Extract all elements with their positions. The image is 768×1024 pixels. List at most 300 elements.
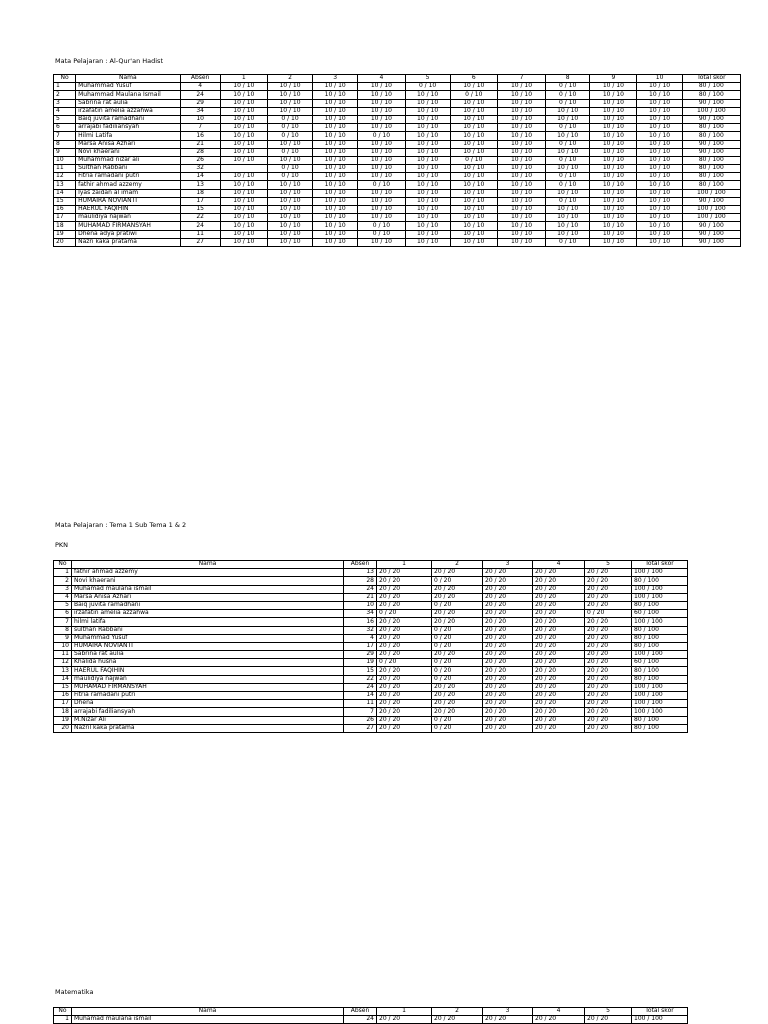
- row-number: 6: [54, 124, 76, 132]
- score-cell: 100 / 100: [682, 189, 740, 197]
- score-cell: 20 / 20: [533, 577, 585, 585]
- score-cell: 100 / 100: [632, 651, 688, 659]
- score-cell: 10 / 10: [546, 107, 590, 115]
- row-number: 9: [54, 148, 76, 156]
- score-cell: 10 / 10: [450, 107, 497, 115]
- score-cell: 10 / 10: [405, 156, 450, 164]
- score-cell: 10 / 10: [220, 124, 267, 132]
- section3-caption: Matematika: [55, 988, 94, 996]
- score-cell: 10 / 10: [497, 181, 545, 189]
- score-cell: 80 / 100: [632, 577, 688, 585]
- absen-number: 11: [344, 700, 377, 708]
- student-name: HAERUL FAQIHIN: [76, 206, 180, 214]
- score-cell: 10 / 10: [590, 222, 637, 230]
- score-cell: 20 / 20: [585, 683, 632, 691]
- score-cell: 10 / 10: [546, 214, 590, 222]
- row-number: 3: [54, 585, 72, 593]
- score-cell: 10 / 10: [358, 189, 405, 197]
- score-cell: 10 / 10: [220, 107, 267, 115]
- score-cell: 100 / 100: [682, 214, 740, 222]
- score-cell: 10 / 10: [405, 124, 450, 132]
- score-cell: 10 / 10: [450, 83, 497, 91]
- score-cell: 10 / 10: [637, 165, 682, 173]
- score-cell: 100 / 100: [632, 683, 688, 691]
- score-cell: 0 / 10: [546, 156, 590, 164]
- table-row: [54, 181, 741, 189]
- score-cell: 10 / 10: [267, 181, 312, 189]
- row-number: 18: [54, 222, 76, 230]
- score-cell: 0 / 10: [450, 91, 497, 99]
- section2-subcaption: PKN: [55, 541, 69, 549]
- row-number: 1: [54, 83, 76, 91]
- score-cell: 10 / 10: [590, 173, 637, 181]
- table-row: [54, 700, 688, 708]
- score-cell: 10 / 10: [450, 115, 497, 123]
- score-cell: 20 / 20: [585, 659, 632, 667]
- score-cell: 10 / 10: [450, 214, 497, 222]
- score-cell: 10 / 10: [497, 238, 545, 246]
- column-header: No: [54, 1008, 72, 1016]
- score-cell: 20 / 20: [585, 724, 632, 732]
- absen-number: 14: [344, 692, 377, 700]
- score-cell: 20 / 20: [483, 700, 533, 708]
- score-cell: 20 / 20: [533, 716, 585, 724]
- absen-number: 4: [180, 83, 220, 91]
- absen-number: 16: [344, 618, 377, 626]
- score-cell: 20 / 20: [483, 675, 533, 683]
- score-cell: 10 / 10: [313, 107, 358, 115]
- score-cell: 0 / 10: [546, 181, 590, 189]
- row-number: 16: [54, 206, 76, 214]
- score-cell: 20 / 20: [377, 601, 432, 609]
- student-name: MUHAMAD FIRMANSYAH: [76, 222, 180, 230]
- student-name: fathir ahmad azzemy: [72, 569, 344, 577]
- score-cell: 10 / 10: [497, 99, 545, 107]
- score-cell: 10 / 10: [590, 91, 637, 99]
- row-number: 20: [54, 238, 76, 246]
- score-cell: 10 / 10: [358, 214, 405, 222]
- score-cell: 10 / 10: [220, 83, 267, 91]
- score-cell: 0 / 20: [432, 626, 483, 634]
- score-cell: 10 / 10: [267, 222, 312, 230]
- row-number: 6: [54, 610, 72, 618]
- score-cell: 20 / 20: [585, 1016, 632, 1024]
- score-cell: 80 / 100: [682, 132, 740, 140]
- score-cell: 20 / 20: [585, 700, 632, 708]
- score-cell: 80 / 100: [632, 642, 688, 650]
- score-cell: 20 / 20: [533, 618, 585, 626]
- absen-number: 34: [180, 107, 220, 115]
- score-cell: 0 / 20: [432, 659, 483, 667]
- score-cell: 10 / 10: [497, 132, 545, 140]
- score-cell: 0 / 20: [432, 577, 483, 585]
- score-cell: 10 / 10: [590, 83, 637, 91]
- score-cell: 10 / 10: [497, 115, 545, 123]
- column-header: 1: [377, 1008, 432, 1016]
- score-cell: 20 / 20: [585, 708, 632, 716]
- absen-number: 22: [180, 214, 220, 222]
- score-cell: 20 / 20: [585, 577, 632, 585]
- table-row: [54, 189, 741, 197]
- student-name: HUMAIRA NOVIANTI: [76, 197, 180, 205]
- score-cell: 20 / 20: [483, 708, 533, 716]
- table-row: [54, 222, 741, 230]
- student-name: Hilmi Latifa: [76, 132, 180, 140]
- score-cell: 80 / 100: [632, 667, 688, 675]
- score-cell: 20 / 20: [585, 618, 632, 626]
- score-cell: 10 / 10: [313, 91, 358, 99]
- absen-number: 26: [344, 716, 377, 724]
- score-cell: 20 / 20: [483, 593, 533, 601]
- table-row: [54, 593, 688, 601]
- score-cell: 10 / 10: [546, 206, 590, 214]
- score-cell: 10 / 10: [450, 140, 497, 148]
- student-name: Sabrina rat aulia: [76, 99, 180, 107]
- score-cell: 10 / 10: [358, 206, 405, 214]
- absen-number: 24: [180, 222, 220, 230]
- score-cell: 20 / 20: [432, 700, 483, 708]
- score-cell: 10 / 10: [358, 107, 405, 115]
- score-cell: 90 / 100: [682, 99, 740, 107]
- column-header: Absen: [180, 75, 220, 83]
- student-name: Dhena: [72, 700, 344, 708]
- score-cell: 10 / 10: [546, 115, 590, 123]
- table-row: [54, 626, 688, 634]
- score-cell: 10 / 10: [637, 181, 682, 189]
- score-cell: 10 / 10: [497, 206, 545, 214]
- score-cell: 0 / 10: [267, 115, 312, 123]
- absen-number: 15: [180, 206, 220, 214]
- table-row: [54, 214, 741, 222]
- score-cell: 20 / 20: [533, 593, 585, 601]
- score-cell: 20 / 20: [533, 634, 585, 642]
- row-number: 19: [54, 716, 72, 724]
- score-cell: 10 / 10: [637, 238, 682, 246]
- score-cell: 10 / 10: [220, 230, 267, 238]
- score-cell: 10 / 10: [220, 238, 267, 246]
- score-cell: 0 / 10: [267, 148, 312, 156]
- score-cell: 10 / 10: [267, 91, 312, 99]
- score-cell: 20 / 20: [483, 626, 533, 634]
- row-number: 12: [54, 173, 76, 181]
- score-cell: 10 / 10: [590, 189, 637, 197]
- score-cell: 10 / 10: [220, 148, 267, 156]
- score-cell: 10 / 10: [497, 148, 545, 156]
- row-number: 18: [54, 708, 72, 716]
- row-number: 11: [54, 165, 76, 173]
- student-name: arrajabi fadiliansyah: [76, 124, 180, 132]
- score-cell: 20 / 20: [585, 569, 632, 577]
- absen-number: 10: [344, 601, 377, 609]
- student-name: Marsa Anisa Azhari: [72, 593, 344, 601]
- table-row: [54, 156, 741, 164]
- row-number: 20: [54, 724, 72, 732]
- score-cell: 0 / 10: [546, 99, 590, 107]
- score-cell: 20 / 20: [483, 1016, 533, 1024]
- student-name: maulidiya najwan: [76, 214, 180, 222]
- score-cell: 10 / 10: [450, 197, 497, 205]
- score-cell: 10 / 10: [358, 83, 405, 91]
- score-cell: 10 / 10: [637, 222, 682, 230]
- column-header: 1: [220, 75, 267, 83]
- table-row: [54, 634, 688, 642]
- row-number: 17: [54, 700, 72, 708]
- column-header: 5: [585, 1008, 632, 1016]
- score-cell: 10 / 10: [313, 165, 358, 173]
- score-cell: 20 / 20: [533, 667, 585, 675]
- column-header: 3: [313, 75, 358, 83]
- score-cell: 10 / 10: [590, 99, 637, 107]
- student-name: Iyas zaidan al imam: [76, 189, 180, 197]
- score-cell: 90 / 100: [682, 238, 740, 246]
- score-cell: 10 / 10: [358, 91, 405, 99]
- student-name: Fitria ramadani putri: [76, 173, 180, 181]
- score-cell: 10 / 10: [637, 91, 682, 99]
- score-cell: 20 / 20: [432, 683, 483, 691]
- absen-number: 7: [344, 708, 377, 716]
- score-cell: 10 / 10: [590, 132, 637, 140]
- score-cell: 0 / 10: [267, 132, 312, 140]
- absen-number: 24: [180, 91, 220, 99]
- table-row: [54, 197, 741, 205]
- student-name: Muhammad nizar ali: [76, 156, 180, 164]
- table-row: [54, 124, 741, 132]
- table-row: [54, 206, 741, 214]
- column-header: 3: [483, 561, 533, 569]
- score-cell: 0 / 20: [432, 601, 483, 609]
- score-cell: 10 / 10: [313, 230, 358, 238]
- score-cell: 10 / 10: [313, 132, 358, 140]
- column-header: 5: [585, 561, 632, 569]
- student-name: Nazril kaka pratama: [72, 724, 344, 732]
- score-cell: 20 / 20: [483, 716, 533, 724]
- score-cell: 10 / 10: [497, 124, 545, 132]
- row-number: 10: [54, 156, 76, 164]
- score-cell: 10 / 10: [450, 148, 497, 156]
- score-cell: 0 / 10: [546, 124, 590, 132]
- student-name: sulthan Rabbani: [72, 626, 344, 634]
- score-cell: 10 / 10: [497, 173, 545, 181]
- score-cell: 20 / 20: [533, 692, 585, 700]
- student-name: Dhena adya pratiwi: [76, 230, 180, 238]
- table-row: [54, 1016, 688, 1024]
- score-cell: 10 / 10: [358, 140, 405, 148]
- absen-number: 14: [180, 173, 220, 181]
- table-row: [54, 115, 741, 123]
- score-cell: 10 / 10: [220, 181, 267, 189]
- score-cell: 10 / 10: [497, 214, 545, 222]
- table-row: [54, 585, 688, 593]
- score-cell: 10 / 10: [313, 99, 358, 107]
- score-cell: 20 / 20: [377, 642, 432, 650]
- score-cell: 20 / 20: [377, 692, 432, 700]
- score-cell: 10 / 10: [313, 83, 358, 91]
- score-cell: 0 / 20: [432, 634, 483, 642]
- score-cell: 10 / 10: [405, 148, 450, 156]
- score-cell: 10 / 10: [546, 165, 590, 173]
- table-row: [54, 173, 741, 181]
- score-cell: 20 / 20: [483, 724, 533, 732]
- score-cell: 100 / 100: [682, 206, 740, 214]
- absen-number: 27: [344, 724, 377, 732]
- absen-number: 26: [180, 156, 220, 164]
- student-name: Novi khaerani: [76, 148, 180, 156]
- score-cell: 10 / 10: [637, 197, 682, 205]
- score-cell: 20 / 20: [585, 593, 632, 601]
- score-cell: 10 / 10: [358, 197, 405, 205]
- score-cell: 90 / 100: [682, 140, 740, 148]
- score-cell: 100 / 100: [682, 107, 740, 115]
- score-cell: 10 / 10: [590, 115, 637, 123]
- score-cell: 10 / 10: [546, 189, 590, 197]
- score-cell: 20 / 20: [377, 683, 432, 691]
- score-cell: 10 / 10: [637, 99, 682, 107]
- score-cell: 20 / 20: [377, 724, 432, 732]
- score-cell: 60 / 100: [632, 659, 688, 667]
- student-name: Sabrina rat aulia: [72, 651, 344, 659]
- score-cell: 0 / 10: [546, 140, 590, 148]
- score-cell: 10 / 10: [590, 148, 637, 156]
- row-number: 8: [54, 140, 76, 148]
- score-cell: 20 / 20: [377, 667, 432, 675]
- table-row: [54, 238, 741, 246]
- absen-number: 13: [344, 569, 377, 577]
- score-cell: 10 / 10: [450, 189, 497, 197]
- score-cell: 0 / 10: [267, 124, 312, 132]
- score-cell: 20 / 20: [432, 593, 483, 601]
- score-cell: 80 / 100: [632, 601, 688, 609]
- column-header: Total skor: [682, 75, 740, 83]
- column-header: 7: [497, 75, 545, 83]
- score-cell: 10 / 10: [313, 197, 358, 205]
- student-name: irzafatin amelia azzahwa: [72, 610, 344, 618]
- student-name: maulidiya najwan: [72, 675, 344, 683]
- table-row: [54, 708, 688, 716]
- score-cell: 10 / 10: [405, 99, 450, 107]
- table-row: [54, 230, 741, 238]
- score-cell: 20 / 20: [377, 675, 432, 683]
- student-name: Muhammad Maulana Ismail: [76, 91, 180, 99]
- row-number: 12: [54, 659, 72, 667]
- student-name: HUMAIRA NOVIANTI: [72, 642, 344, 650]
- score-cell: 90 / 100: [682, 148, 740, 156]
- row-number: 11: [54, 651, 72, 659]
- score-cell: 20 / 20: [377, 708, 432, 716]
- matematika-score-table: [53, 1007, 688, 1024]
- score-cell: 20 / 20: [533, 626, 585, 634]
- student-name: Muhamad maulana ismail: [72, 585, 344, 593]
- score-cell: 10 / 10: [546, 148, 590, 156]
- score-cell: 10 / 10: [497, 156, 545, 164]
- score-cell: 10 / 10: [358, 99, 405, 107]
- score-cell: 80 / 100: [682, 83, 740, 91]
- table-row: [54, 610, 688, 618]
- score-cell: 10 / 10: [358, 156, 405, 164]
- row-number: 1: [54, 1016, 72, 1024]
- score-cell: 20 / 20: [483, 667, 533, 675]
- absen-number: 28: [344, 577, 377, 585]
- table-row: [54, 642, 688, 650]
- column-header: Total skor: [632, 1008, 688, 1016]
- score-cell: 20 / 20: [533, 708, 585, 716]
- column-header: Total skor: [632, 561, 688, 569]
- score-cell: 20 / 20: [585, 634, 632, 642]
- absen-number: 11: [180, 230, 220, 238]
- score-cell: 10 / 10: [590, 238, 637, 246]
- score-cell: 10 / 10: [267, 230, 312, 238]
- score-cell: 100 / 100: [632, 585, 688, 593]
- score-cell: 10 / 10: [405, 140, 450, 148]
- score-cell: 20 / 20: [483, 569, 533, 577]
- score-cell: 20 / 20: [585, 642, 632, 650]
- student-name: Novi khaerani: [72, 577, 344, 585]
- quran-hadist-score-table: [53, 74, 741, 247]
- column-header: 10: [637, 75, 682, 83]
- score-cell: 0 / 10: [267, 173, 312, 181]
- table-header-row: [54, 75, 741, 83]
- table-row: [54, 724, 688, 732]
- column-header: Absen: [344, 1008, 377, 1016]
- score-cell: 90 / 100: [682, 197, 740, 205]
- section2-caption: Mata Pelajaran : Tema 1 Sub Tema 1 & 2: [55, 521, 187, 529]
- score-cell: 20 / 20: [585, 675, 632, 683]
- score-cell: 20 / 20: [432, 692, 483, 700]
- table-row: [54, 132, 741, 140]
- score-cell: 80 / 100: [682, 124, 740, 132]
- column-header: Nama: [76, 75, 180, 83]
- score-cell: 20 / 20: [432, 585, 483, 593]
- score-cell: 10 / 10: [405, 197, 450, 205]
- score-cell: 0 / 10: [450, 156, 497, 164]
- column-header: 4: [533, 561, 585, 569]
- column-header: No: [54, 75, 76, 83]
- score-cell: 10 / 10: [590, 214, 637, 222]
- score-cell: 10 / 10: [590, 165, 637, 173]
- absen-number: 13: [180, 181, 220, 189]
- absen-number: 24: [344, 683, 377, 691]
- score-cell: 20 / 20: [533, 569, 585, 577]
- score-cell: 10 / 10: [313, 115, 358, 123]
- score-cell: 10 / 10: [637, 140, 682, 148]
- score-cell: 10 / 10: [450, 230, 497, 238]
- score-cell: 0 / 20: [585, 610, 632, 618]
- student-name: Fitria ramadani putri: [72, 692, 344, 700]
- score-cell: 10 / 10: [405, 238, 450, 246]
- table-row: [54, 99, 741, 107]
- student-name: Muhammad Yusuf: [72, 634, 344, 642]
- student-name: irzafatin amelia azzahwa: [76, 107, 180, 115]
- table-row: [54, 659, 688, 667]
- pkn-score-table: [53, 560, 688, 733]
- score-cell: 10 / 10: [313, 156, 358, 164]
- score-cell: 10 / 10: [637, 83, 682, 91]
- section1-caption: Mata Pelajaran : Al-Qur'an Hadist: [55, 57, 163, 65]
- row-number: 16: [54, 692, 72, 700]
- student-name: Khalida husna: [72, 659, 344, 667]
- score-cell: 0 / 10: [358, 222, 405, 230]
- absen-number: 24: [344, 1016, 377, 1024]
- score-cell: 10 / 10: [313, 140, 358, 148]
- score-cell: 80 / 100: [682, 165, 740, 173]
- score-cell: 20 / 20: [432, 651, 483, 659]
- score-cell: 10 / 10: [220, 115, 267, 123]
- row-number: 7: [54, 132, 76, 140]
- score-cell: 10 / 10: [358, 115, 405, 123]
- score-cell: 10 / 10: [405, 222, 450, 230]
- score-cell: 10 / 10: [267, 156, 312, 164]
- score-cell: 10 / 10: [450, 238, 497, 246]
- score-cell: 10 / 10: [637, 230, 682, 238]
